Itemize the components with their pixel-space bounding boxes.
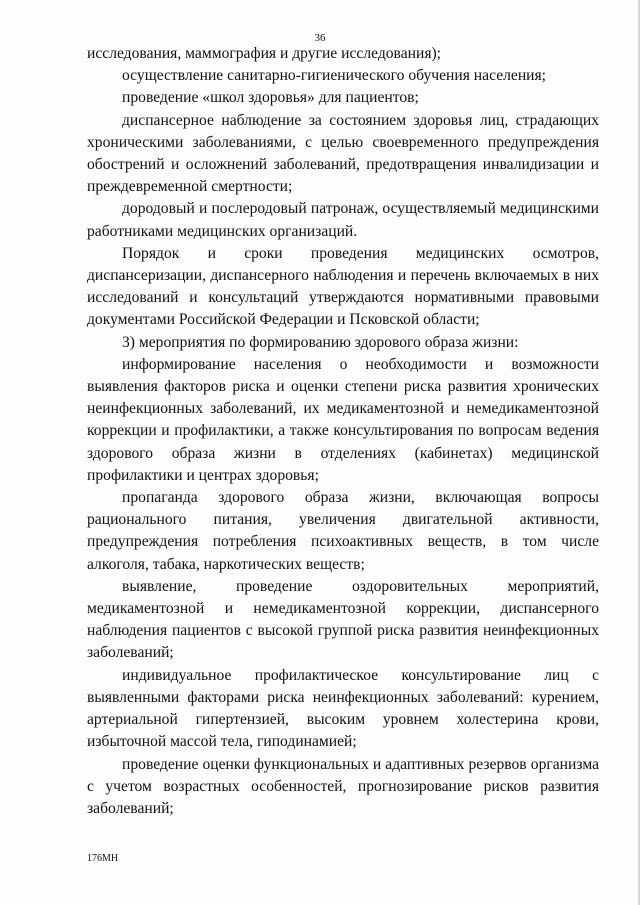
paragraph-sanitary-education: осуществление санитарно-гигиенического обучения населения; [122,67,547,85]
paragraph-individual-counseling: индивидуальное профилактическое консультирование лиц с выявленными факторами риска неинфекционных заболеваний: курением, артериальной гипертензией, высоким уровнем холестерина крови, избыточной массой тела, гиподинамией; [87,666,599,751]
body-text [87,43,599,820]
page-number: 36 [314,32,326,44]
paragraph-dispensary-observation: диспансерное наблюдение за состоянием здоровья лиц, страдающих хроническими заболеваниями, с целью своевременного предупреждения обострений и осложнений заболеваний, предотвращения инвалидизации и преждевременной смертности; [87,111,599,196]
paragraph-section-3-heading: 3) мероприятия по формированию здорового образа жизни: [122,333,519,351]
paragraph-propaganda: пропаганда здорового образа жизни, включающая вопросы рационального питания, увеличения двигательной активности, предупреждения потребления психоактивных веществ, в том числе алкоголя, табака, наркотических веществ; [87,489,599,573]
paragraph-procedure: Порядок и сроки проведения медицинских осмотров, диспансеризации, диспансерного наблюдения и перечень включаемых в них исследований и консультаций утверждаются нормативными правовыми документами Российской Федерации и Псковской области; [87,244,599,329]
document-code: 176МН [87,853,119,864]
paragraph-patronage: дородовый и послеродовый патронаж, осуществляемый медицинскими работниками медицинских организаций. [87,200,599,240]
paragraph-risk-detection: выявление, проведение оздоровительных мероприятий, медикаментозной и немедикаментозной коррекции, диспансерного наблюдения пациентов с высокой группой риска развития неинфекционных заболеваний; [87,577,599,662]
paragraph-functional-assessment: проведение оценки функциональных и адаптивных резервов организма с учетом возрастных особенностей, прогнозирование рисков развития заболеваний; [87,755,599,817]
paragraph-continuation: исследования, маммография и другие исследования); [87,45,442,62]
paragraph-informing: информирование населения о необходимости и возможности выявления факторов риска и оценки степени риска развития хронических неинфекционных заболеваний, их медикаментозной и немедикаментозной коррекции и профилактики, а также консультирования по вопросам ведения здорового образа жизни в отделениях (кабинетах) медицинской профилактики и центрах здоровья; [87,355,599,484]
paragraph-health-schools: проведение «школ здоровья» для пациентов; [122,89,419,107]
